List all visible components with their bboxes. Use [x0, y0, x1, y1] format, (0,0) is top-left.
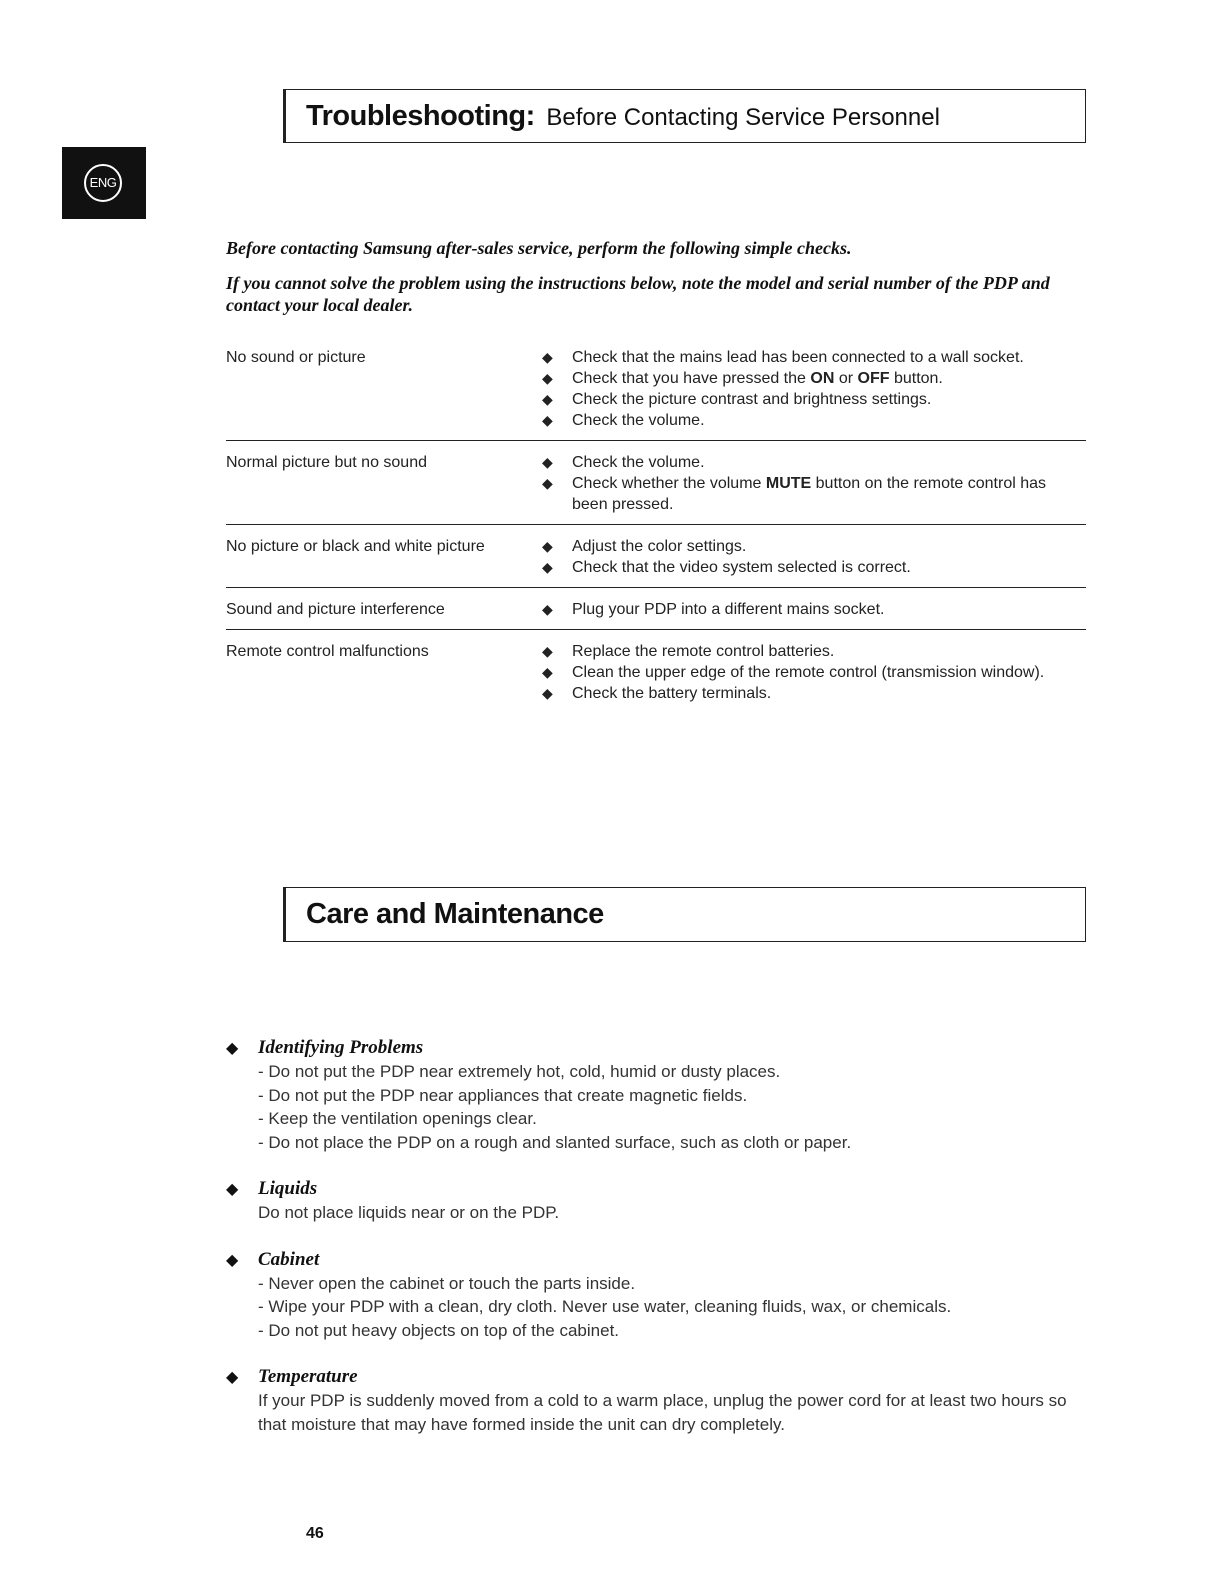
care-item-text: - Do not put heavy objects on top of the cabinet.	[258, 1320, 620, 1340]
check-text: Adjust the color settings.	[572, 538, 747, 555]
diamond-bullet-icon: ◆	[542, 475, 553, 491]
care-item-heading: Identifying Problems	[258, 1037, 424, 1058]
intro-paragraph: Before contacting Samsung after-sales service, perform the following simple checks.	[226, 238, 852, 258]
button-name: MUTE	[765, 475, 812, 492]
check-text: button on the remote control has been pressed.	[572, 475, 1047, 513]
care-maintenance-title: Care and Maintenance	[306, 898, 604, 930]
check-item	[540, 641, 1086, 662]
care-maintenance-header	[283, 887, 1086, 942]
check-list	[540, 452, 1086, 515]
care-item-text: Do not place liquids near or on the PDP.	[258, 1203, 560, 1222]
check-text: Check the volume.	[572, 454, 705, 471]
care-item	[226, 1036, 1086, 1154]
table-row	[226, 630, 1086, 713]
troubleshooting-title-line	[306, 100, 940, 133]
care-item-text: - Wipe your PDP with a clean, dry cloth. Never use water, cleaning fluids, wax, or chemicals.	[258, 1297, 952, 1316]
troubleshooting-subtitle: Before Contacting Service Personnel	[546, 104, 940, 131]
diamond-bullet-icon: ◆	[542, 685, 553, 701]
table-row	[226, 441, 1086, 525]
check-text: Check the picture contrast and brightness settings.	[572, 391, 932, 408]
table-row	[226, 525, 1086, 588]
problem-cell: No picture or black and white picture	[226, 538, 485, 555]
troubleshooting-title: Troubleshooting:	[306, 100, 535, 132]
care-item	[226, 1248, 1086, 1343]
check-text: Check the battery terminals.	[572, 685, 772, 702]
table-row	[226, 588, 1086, 630]
troubleshooting-table	[226, 336, 1086, 713]
diamond-bullet-icon: ◆	[542, 538, 553, 554]
check-list	[540, 536, 1086, 578]
intro-paragraph: If you cannot solve the problem using the instructions below, note the model and serial number of the PDP and contact your local dealer.	[226, 273, 1050, 315]
problem-cell: Sound and picture interference	[226, 601, 445, 618]
diamond-bullet-icon: ◆	[542, 454, 553, 470]
language-badge: ENG	[84, 164, 122, 202]
diamond-bullet-icon: ◆	[542, 664, 553, 680]
problem-cell: Remote control malfunctions	[226, 643, 429, 660]
care-item-text: - Do not put the PDP near extremely hot, cold, humid or dusty places.	[258, 1062, 781, 1081]
check-text: Check that the video system selected is correct.	[572, 559, 911, 576]
diamond-bullet-icon: ◆	[542, 643, 553, 659]
check-text: button.	[889, 370, 943, 387]
check-item	[540, 452, 1086, 473]
care-item-text: - Do not place the PDP on a rough and slanted surface, such as cloth or paper.	[258, 1132, 852, 1152]
check-list	[540, 641, 1086, 704]
check-text: Replace the remote control batteries.	[572, 643, 835, 660]
check-list	[540, 599, 1086, 620]
check-item	[540, 536, 1086, 557]
page-number: 46	[306, 1525, 324, 1542]
care-item	[226, 1365, 1086, 1436]
check-text: Check that the mains lead has been connected to a wall socket.	[572, 349, 1024, 366]
check-list	[540, 347, 1086, 431]
button-name: ON	[810, 370, 835, 387]
check-text: Check that you have pressed the	[572, 370, 811, 387]
diamond-bullet-icon: ◆	[226, 1251, 239, 1269]
table-row	[226, 336, 1086, 441]
diamond-bullet-icon: ◆	[542, 391, 553, 407]
check-item	[540, 662, 1086, 683]
care-item-heading: Temperature	[258, 1366, 358, 1387]
check-item	[540, 473, 1086, 515]
check-item	[540, 347, 1086, 368]
diamond-bullet-icon: ◆	[542, 349, 553, 365]
care-item-text: - Do not put the PDP near appliances that create magnetic fields.	[258, 1085, 748, 1105]
check-text: Clean the upper edge of the remote control (transmission window).	[572, 664, 1045, 681]
diamond-bullet-icon: ◆	[542, 370, 553, 386]
care-item-text: If your PDP is suddenly moved from a cold to a warm place, unplug the power cord for at least two hours so that moisture that may have formed inside the unit can dry completely.	[258, 1391, 1067, 1434]
problem-cell: Normal picture but no sound	[226, 454, 427, 471]
diamond-bullet-icon: ◆	[226, 1181, 239, 1198]
check-text: or	[834, 370, 858, 387]
care-item-heading: Cabinet	[258, 1248, 320, 1270]
check-item	[540, 368, 1086, 389]
diamond-bullet-icon: ◆	[542, 559, 553, 575]
button-name: OFF	[857, 370, 890, 387]
problem-cell: No sound or picture	[226, 349, 366, 366]
check-item	[540, 599, 1086, 620]
care-item-heading: Liquids	[258, 1178, 318, 1199]
language-tab	[62, 147, 146, 219]
diamond-bullet-icon: ◆	[226, 1369, 239, 1386]
troubleshooting-header	[283, 89, 1086, 143]
care-item	[226, 1177, 1086, 1225]
check-text: Check whether the volume	[572, 475, 766, 492]
check-text: Check the volume.	[572, 412, 705, 429]
check-item	[540, 410, 1086, 431]
diamond-bullet-icon: ◆	[226, 1040, 239, 1057]
check-text: Plug your PDP into a different mains socket.	[572, 601, 885, 618]
check-item	[540, 557, 1086, 578]
care-item-text: - Keep the ventilation openings clear.	[258, 1109, 537, 1128]
check-item	[540, 683, 1086, 704]
diamond-bullet-icon: ◆	[542, 412, 553, 428]
care-item-text: - Never open the cabinet or touch the parts inside.	[258, 1273, 636, 1293]
care-maintenance-list	[226, 1036, 1086, 1459]
diamond-bullet-icon: ◆	[542, 601, 553, 617]
check-item	[540, 389, 1086, 410]
